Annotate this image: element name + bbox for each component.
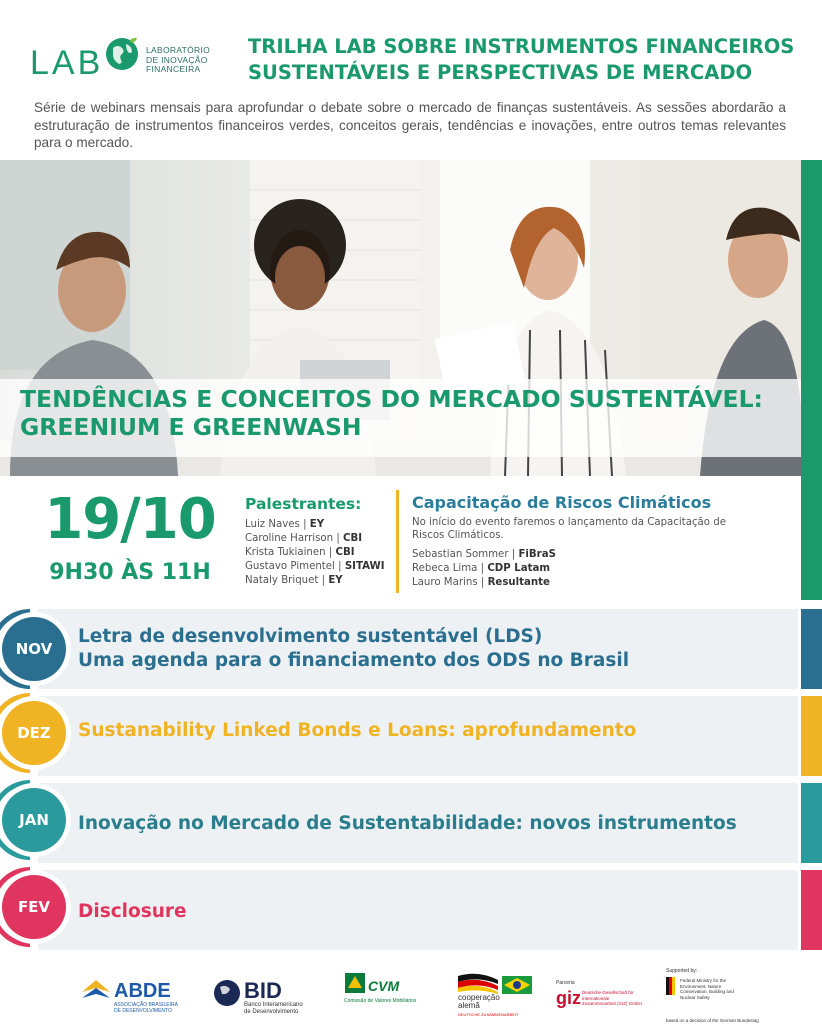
speaker-item: Sebastian Sommer | FiBraS bbox=[412, 549, 556, 560]
speaker-item: Lauro Marins | Resultante bbox=[412, 577, 550, 588]
speaker-item: Luiz Naves | EY bbox=[245, 519, 325, 530]
speaker-item: Gustavo Pimentel | SITAWI bbox=[245, 561, 385, 572]
speaker-org: EY bbox=[309, 519, 325, 530]
speakers-heading: Palestrantes: bbox=[245, 495, 362, 513]
speaker-item: Caroline Harrison | CBI bbox=[245, 533, 363, 544]
month-badge-dez: DEZ bbox=[2, 701, 66, 765]
speaker-item: Nataly Briquet | EY bbox=[245, 575, 343, 586]
page-title bbox=[248, 34, 808, 86]
german-eagle-icon bbox=[666, 977, 676, 995]
speaker-org: SITAWI bbox=[344, 561, 385, 572]
cooperacao-text bbox=[458, 994, 500, 1010]
logo-sub-line: LABORATÓRIO bbox=[146, 45, 211, 55]
speaker-item: Rebeca Lima | CDP Latam bbox=[412, 563, 550, 574]
accent-bar-jan bbox=[801, 783, 822, 863]
bid-globe-icon bbox=[212, 978, 242, 1008]
germany-brazil-flags-icon bbox=[458, 972, 534, 994]
bmu-subtitle: Federal Ministry for the Environment, Nature Conservation, Building and Nuclear Safety bbox=[680, 978, 734, 1000]
topic-title-line-2: GREENIUM E GREENWASH bbox=[20, 413, 362, 441]
logo-word: LAB bbox=[30, 44, 104, 82]
capacitacao-heading: Capacitação de Riscos Climáticos bbox=[412, 493, 712, 512]
cooperacao-line: cooperação bbox=[458, 993, 500, 1002]
capacitacao-speakers bbox=[412, 548, 556, 590]
speakers-list bbox=[245, 518, 385, 588]
title-line-1: TRILHA LAB SOBRE INSTRUMENTOS FINANCEIROS bbox=[248, 35, 795, 58]
accent-bar-green bbox=[801, 160, 822, 600]
month-title-jan: Inovação no Mercado de Sustentabilidade: novos instrumentos bbox=[78, 813, 737, 834]
vertical-divider bbox=[396, 490, 399, 593]
speaker-name: Nataly Briquet bbox=[245, 575, 319, 586]
bid-subtitle-line: de Desenvolvimento bbox=[244, 1009, 299, 1015]
topic-title bbox=[20, 385, 800, 441]
speaker-name: Caroline Harrison bbox=[245, 533, 334, 544]
speaker-org: Resultante bbox=[487, 577, 550, 588]
cooperacao-line: alemã bbox=[458, 1001, 480, 1010]
cvm-emblem-icon bbox=[344, 972, 366, 994]
giz-subtitle: Deutsche Gesellschaft für Internationale Zusammenarbeit (GIZ) GmbH bbox=[582, 990, 642, 1006]
cooperacao-subtitle: DEUTSCHE ZUSAMMENARBEIT bbox=[458, 1012, 519, 1017]
speaker-org: EY bbox=[328, 575, 343, 586]
month-title-line: Uma agenda para o financiamento dos ODS no Brasil bbox=[78, 650, 630, 671]
speaker-name: Krista Tukiainen bbox=[245, 547, 326, 558]
logo-sub-line: DE INOVAÇÃO bbox=[146, 54, 208, 65]
giz-name: giz bbox=[556, 988, 581, 1008]
title-line-2: SUSTENTÁVEIS E PERSPECTIVAS DE MERCADO bbox=[248, 61, 753, 84]
abde-mark-icon bbox=[80, 978, 112, 1004]
speaker-name: Gustavo Pimentel bbox=[245, 561, 335, 572]
accent-bar-nov bbox=[801, 609, 822, 689]
speaker-org: CBI bbox=[335, 547, 355, 558]
giz-prefix: Parceria bbox=[556, 980, 575, 986]
month-title-dez: Sustanability Linked Bonds e Loans: aprofundamento bbox=[78, 720, 637, 741]
globe-icon bbox=[104, 36, 140, 72]
bmu-note: based on a decision of the German Bundestag bbox=[666, 1018, 759, 1023]
cvm-name: CVM bbox=[368, 978, 400, 994]
speaker-org: CBI bbox=[343, 533, 363, 544]
speaker-name: Luiz Naves bbox=[245, 519, 300, 530]
bid-name: BID bbox=[244, 978, 282, 1003]
capacitacao-description: No início do evento faremos o lançamento da Capacitação de Riscos Climáticos. bbox=[412, 517, 726, 541]
accent-bar-dez bbox=[801, 696, 822, 776]
month-badge-fev: FEV bbox=[2, 875, 66, 939]
bid-subtitle-line: Banco Interamericano bbox=[244, 1002, 303, 1008]
speaker-item: Krista Tukiainen | CBI bbox=[245, 547, 355, 558]
abde-name: ABDE bbox=[114, 980, 171, 1002]
month-title-nov bbox=[78, 625, 629, 673]
speaker-org: CDP Latam bbox=[487, 563, 550, 574]
speaker-org: FiBraS bbox=[518, 549, 556, 560]
lab-logo bbox=[30, 22, 230, 82]
logo-sub-line: FINANCEIRA bbox=[146, 64, 201, 74]
speaker-name: Lauro Marins bbox=[412, 577, 478, 588]
speaker-name: Rebeca Lima bbox=[412, 563, 478, 574]
logo-subtitle bbox=[146, 46, 210, 75]
accent-bar-fev bbox=[801, 870, 822, 950]
partner-logos bbox=[0, 960, 822, 1034]
month-badge-jan: JAN bbox=[2, 788, 66, 852]
month-title-fev: Disclosure bbox=[78, 901, 187, 922]
intro-paragraph: Série de webinars mensais para aprofundar o debate sobre o mercado de finanças sustentáveis. As sessões abordarão a estruturação de instrumentos financeiros verdes, conceitos gerais, tendências e inovações, entre outros temas relevantes para o mercado. bbox=[34, 100, 786, 150]
month-title-line: Letra de desenvolvimento sustentável (LDS) bbox=[78, 626, 543, 647]
event-date: 19/10 bbox=[44, 487, 216, 552]
speaker-name: Sebastian Sommer bbox=[412, 549, 509, 560]
event-time: 9H30 ÀS 11H bbox=[49, 560, 211, 585]
cvm-subtitle: Comissão de Valores Mobiliários bbox=[344, 998, 417, 1004]
bid-subtitle bbox=[244, 1002, 303, 1016]
bmu-prefix: Supported by: bbox=[666, 968, 698, 974]
topic-title-line-1: TENDÊNCIAS E CONCEITOS DO MERCADO SUSTENTÁVEL: bbox=[20, 385, 763, 413]
abde-subtitle: ASSOCIAÇÃO BRASILEIRA DE DESENVOLVIMENTO bbox=[114, 1002, 178, 1014]
month-badge-nov: NOV bbox=[2, 617, 66, 681]
